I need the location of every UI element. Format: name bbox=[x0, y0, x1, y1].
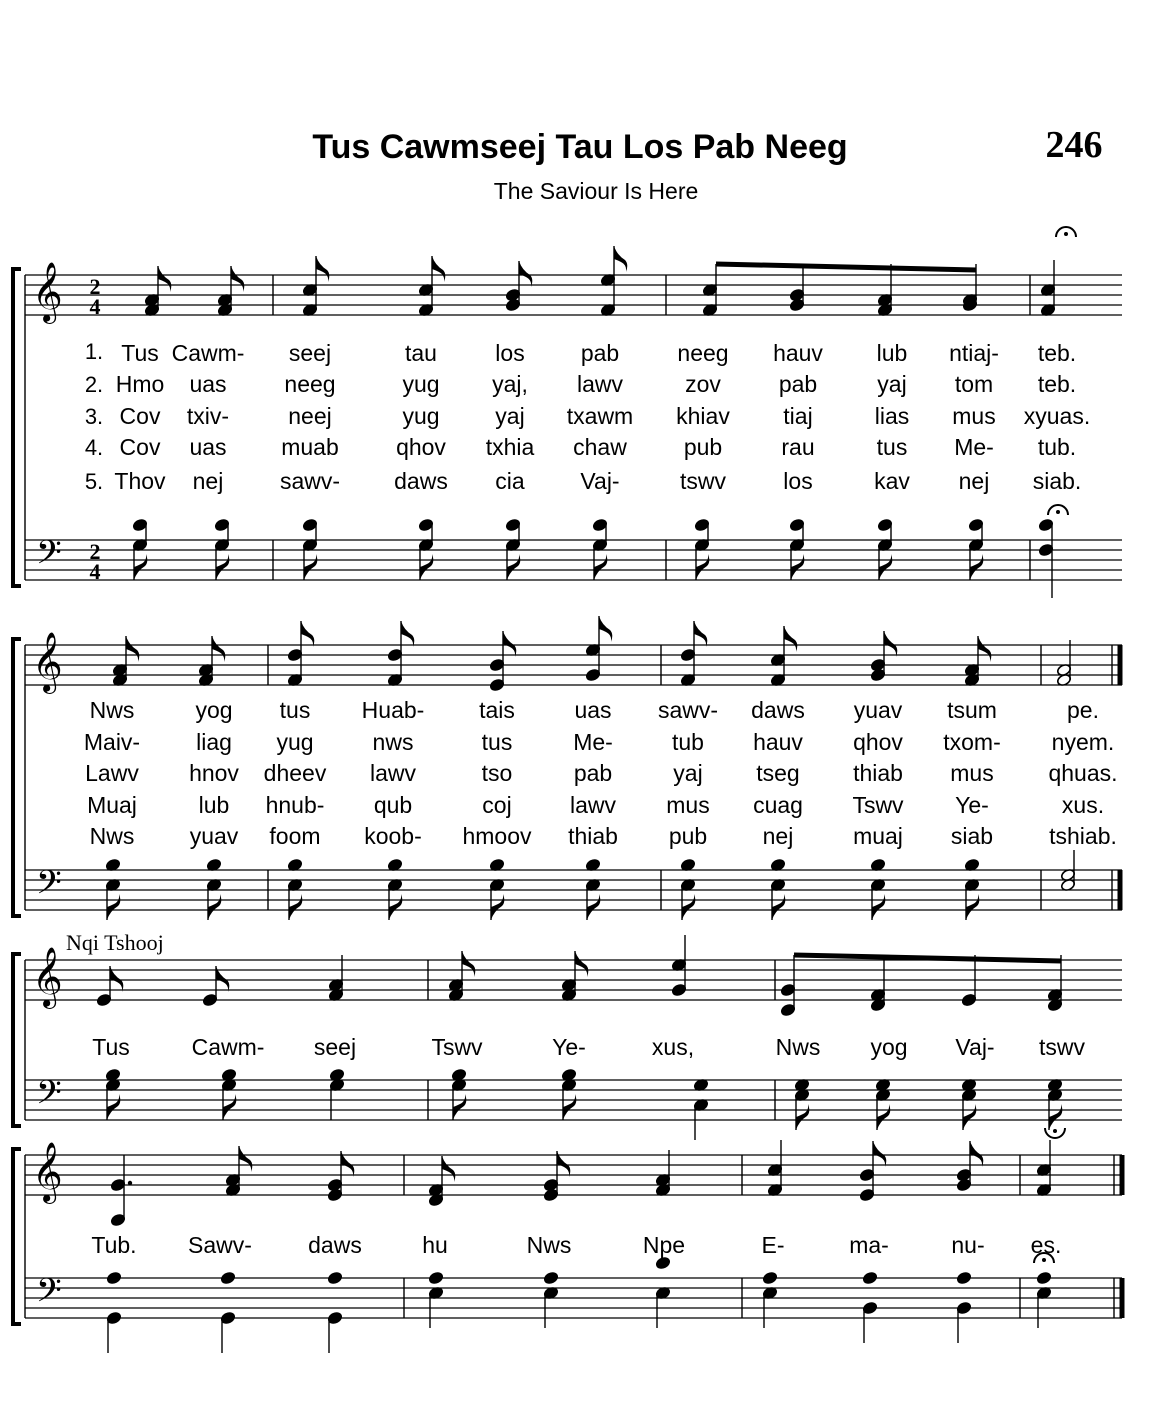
lyric-syllable: Nws bbox=[775, 1034, 821, 1060]
lyric-syllable: daws bbox=[394, 468, 448, 494]
lyric-syllable: tus bbox=[279, 697, 311, 723]
lyric-syllable: tsum bbox=[947, 697, 997, 723]
lyric-syllable: siab. bbox=[1032, 468, 1082, 494]
lyric-syllable: E- bbox=[761, 1232, 785, 1258]
note-head bbox=[428, 1271, 444, 1285]
time-signature-top: 2 bbox=[89, 274, 101, 299]
lyric-syllable: foom bbox=[269, 823, 321, 849]
note-flag bbox=[134, 554, 147, 580]
lyric-syllable: muab bbox=[281, 434, 339, 460]
lyric-syllable: yug bbox=[402, 371, 440, 397]
lyric-syllable: ma- bbox=[849, 1232, 889, 1258]
treble-clef-icon: 𝄞 bbox=[32, 1142, 63, 1202]
lyric-syllable: lub bbox=[198, 792, 230, 818]
lyric-syllable: tshiab. bbox=[1049, 823, 1117, 849]
lyric-syllable: coj bbox=[482, 792, 512, 818]
note-flag bbox=[872, 894, 885, 920]
lyric-syllable: txhia bbox=[485, 434, 535, 460]
lyric-syllable: Vaj- bbox=[955, 1034, 995, 1060]
note-flag bbox=[507, 554, 520, 580]
lyric-syllable: tub bbox=[672, 729, 704, 755]
lyric-syllable: Me- bbox=[954, 434, 994, 460]
lyric-syllable: teb. bbox=[1037, 371, 1077, 397]
lyric-syllable: Ye- bbox=[552, 1034, 586, 1060]
lyric-syllable: yaj bbox=[495, 403, 525, 429]
note-head bbox=[543, 1271, 559, 1285]
lyric-syllable: khiav bbox=[676, 403, 730, 429]
bass-clef-icon: 𝄢 bbox=[36, 1074, 62, 1120]
lyric-syllable: tseg bbox=[756, 760, 800, 786]
lyric-syllable: uas bbox=[574, 697, 612, 723]
lyric-syllable: yaj, bbox=[492, 371, 528, 397]
note-flag bbox=[389, 894, 402, 920]
note-flag bbox=[978, 636, 991, 662]
lyric-syllable: yog bbox=[870, 1034, 908, 1060]
lyric-syllable: yaj bbox=[877, 371, 907, 397]
time-signature-bottom: 4 bbox=[89, 559, 101, 584]
note-flag bbox=[575, 951, 588, 977]
lyric-syllable: uas bbox=[189, 434, 227, 460]
lyric-syllable: daws bbox=[308, 1232, 362, 1258]
note-flag bbox=[696, 554, 709, 580]
lyric-syllable: yug bbox=[402, 403, 440, 429]
lyric-syllable: chaw bbox=[573, 434, 627, 460]
lyric-syllable: hauv bbox=[773, 340, 823, 366]
lyric-syllable: nyem. bbox=[1051, 729, 1115, 755]
lyric-syllable: mus bbox=[950, 760, 994, 786]
treble-clef-icon: 𝄞 bbox=[32, 632, 63, 692]
note-flag bbox=[107, 894, 120, 920]
lyric-syllable: sawv- bbox=[657, 697, 719, 723]
note-flag bbox=[239, 1146, 252, 1172]
lyric-syllable: mus bbox=[952, 403, 996, 429]
lyric-syllable: tswv bbox=[1039, 1034, 1085, 1060]
lyric-syllable: pab bbox=[580, 340, 620, 366]
lyric-syllable: tub. bbox=[1037, 434, 1077, 460]
lyric-syllable: koob- bbox=[364, 823, 422, 849]
lyric-syllable: es. bbox=[1030, 1232, 1062, 1258]
verse-number: 3. bbox=[84, 404, 104, 429]
lyric-syllable: pe. bbox=[1067, 697, 1099, 723]
note-flag bbox=[158, 266, 171, 292]
system-bracket bbox=[13, 639, 21, 916]
lyric-syllable: pub bbox=[668, 823, 708, 849]
refrain-label: Nqi Tshooj bbox=[66, 930, 164, 955]
lyric-syllable: hmoov bbox=[462, 823, 532, 849]
bass-clef-icon: 𝄢 bbox=[36, 864, 62, 910]
lyric-syllable: lawv bbox=[569, 792, 617, 818]
lyric-syllable: Tus bbox=[92, 1034, 130, 1060]
system-bracket bbox=[13, 269, 21, 586]
hymn-number: 246 bbox=[1045, 124, 1103, 166]
fermata-dot bbox=[1064, 232, 1068, 236]
lyric-syllable: dheev bbox=[263, 760, 327, 786]
lyric-syllable: uas bbox=[189, 371, 227, 397]
verse-number: 5. bbox=[84, 469, 104, 494]
verse-number: 4. bbox=[84, 435, 104, 460]
lyric-syllable: yug bbox=[276, 729, 314, 755]
hymn-subtitle: The Saviour Is Here bbox=[493, 178, 699, 204]
lyric-syllable: pab bbox=[778, 371, 818, 397]
note-flag bbox=[884, 631, 897, 657]
fermata-dot bbox=[1042, 1258, 1046, 1262]
lyric-syllable: tus bbox=[481, 729, 513, 755]
dot bbox=[128, 1181, 132, 1185]
note-flag bbox=[682, 894, 695, 920]
lyric-syllable: Ye- bbox=[955, 792, 989, 818]
lyric-syllable: lawv bbox=[576, 371, 624, 397]
lyric-syllable: qhov bbox=[396, 434, 446, 460]
note-flag bbox=[231, 266, 244, 292]
note-flag bbox=[107, 1094, 120, 1120]
lyric-syllable: mus bbox=[666, 792, 710, 818]
note-flag bbox=[208, 894, 221, 920]
note-flag bbox=[879, 554, 892, 580]
lyric-syllable: seej bbox=[288, 340, 332, 366]
lyric-syllable: yog bbox=[195, 697, 233, 723]
bass-clef-icon: 𝄢 bbox=[36, 1272, 62, 1318]
lyric-syllable: muaj bbox=[853, 823, 903, 849]
treble-clef-icon: 𝄞 bbox=[32, 262, 63, 322]
note-flag bbox=[966, 894, 979, 920]
beam bbox=[716, 264, 976, 270]
lyric-syllable: tso bbox=[481, 760, 513, 786]
note-flag bbox=[594, 554, 607, 580]
lyric-syllable: cuag bbox=[753, 792, 803, 818]
note-flag bbox=[126, 636, 139, 662]
note-flag bbox=[772, 894, 785, 920]
lyric-syllable: qhov bbox=[853, 729, 903, 755]
lyric-syllable: txom- bbox=[943, 729, 1001, 755]
lyric-syllable: nej bbox=[192, 468, 224, 494]
verse-number: 2. bbox=[84, 372, 104, 397]
lyric-syllable: nej bbox=[958, 468, 990, 494]
lyric-syllable: daws bbox=[751, 697, 805, 723]
note-flag bbox=[289, 894, 302, 920]
fermata-dot bbox=[1056, 510, 1060, 514]
note-head bbox=[655, 1256, 671, 1270]
lyric-syllable: Tus bbox=[121, 340, 159, 366]
note-flag bbox=[791, 554, 804, 580]
system-bracket bbox=[13, 1149, 21, 1324]
note-head bbox=[956, 1271, 972, 1285]
lyric-syllable: neeg bbox=[677, 340, 729, 366]
lyric-syllable: tais bbox=[479, 697, 515, 723]
lyric-syllable: Cawm- bbox=[191, 1034, 265, 1060]
lyric-syllable: Hmo bbox=[115, 371, 165, 397]
lyric-syllable: sawv- bbox=[279, 468, 341, 494]
time-signature-top: 2 bbox=[89, 539, 101, 564]
note-flag bbox=[442, 1156, 455, 1182]
lyric-syllable: nej bbox=[762, 823, 794, 849]
lyric-syllable: nu- bbox=[951, 1232, 985, 1258]
note-flag bbox=[1049, 1104, 1062, 1130]
lyric-syllable: siab bbox=[950, 823, 994, 849]
lyric-syllable: qub bbox=[373, 792, 413, 818]
lyric-syllable: Me- bbox=[573, 729, 613, 755]
note-flag bbox=[614, 246, 627, 272]
note-flag bbox=[599, 616, 612, 642]
treble-clef-icon: 𝄞 bbox=[32, 947, 63, 1007]
note-flag bbox=[316, 256, 329, 282]
note-flag bbox=[453, 1094, 466, 1120]
lyric-syllable: tau bbox=[405, 340, 437, 366]
lyric-syllable: Lawv bbox=[85, 760, 139, 786]
note-head bbox=[106, 1271, 122, 1285]
lyric-syllable: Nws bbox=[89, 697, 135, 723]
lyric-syllable: ntiaj- bbox=[949, 340, 999, 366]
time-signature-bottom: 4 bbox=[89, 294, 101, 319]
lyric-syllable: xus. bbox=[1061, 792, 1105, 818]
lyric-syllable: tswv bbox=[680, 468, 726, 494]
note-flag bbox=[212, 636, 225, 662]
note-flag bbox=[304, 554, 317, 580]
verse-number: 1. bbox=[84, 339, 104, 364]
bass-clef-icon: 𝄢 bbox=[36, 534, 62, 580]
lyric-syllable: Npe bbox=[642, 1232, 686, 1258]
lyric-syllable: xyuas. bbox=[1023, 403, 1091, 429]
lyric-syllable: teb. bbox=[1037, 340, 1077, 366]
lyric-syllable: lias bbox=[874, 403, 910, 429]
lyric-syllable: Huab- bbox=[361, 697, 425, 723]
lyric-syllable: yuav bbox=[853, 697, 903, 723]
lyric-syllable: yuav bbox=[189, 823, 239, 849]
note-flag bbox=[223, 1094, 236, 1120]
note-flag bbox=[587, 894, 600, 920]
hymn-title: Tus Cawmseej Tau Los Pab Neeg bbox=[312, 128, 848, 166]
lyric-syllable: cia bbox=[495, 468, 525, 494]
lyric-syllable: neej bbox=[288, 403, 332, 429]
lyric-syllable: qhuas. bbox=[1048, 760, 1118, 786]
note-flag bbox=[873, 1141, 886, 1167]
lyric-syllable: tom bbox=[954, 371, 994, 397]
lyric-syllable: liag bbox=[196, 729, 232, 755]
note-flag bbox=[970, 1141, 983, 1167]
note-head bbox=[762, 1271, 778, 1285]
lyric-syllable: rau bbox=[781, 434, 815, 460]
lyric-syllable: lub bbox=[876, 340, 908, 366]
lyric-syllable: neeg bbox=[284, 371, 336, 397]
lyric-syllable: yaj bbox=[673, 760, 703, 786]
lyric-syllable: thiab bbox=[568, 823, 618, 849]
lyric-syllable: seej bbox=[313, 1034, 357, 1060]
note-head bbox=[1036, 1271, 1052, 1285]
lyric-syllable: Muaj bbox=[87, 792, 137, 818]
lyric-syllable: Tub. bbox=[91, 1232, 137, 1258]
lyric-syllable: hauv bbox=[753, 729, 803, 755]
lyric-syllable: Tswv bbox=[431, 1034, 483, 1060]
note-flag bbox=[694, 621, 707, 647]
lyric-syllable: nws bbox=[372, 729, 414, 755]
note-flag bbox=[432, 256, 445, 282]
note-flag bbox=[963, 1104, 976, 1130]
note-flag bbox=[877, 1104, 890, 1130]
lyric-syllable: txawm bbox=[566, 403, 634, 429]
lyric-syllable: Cov bbox=[119, 434, 161, 460]
note-flag bbox=[491, 894, 504, 920]
note-flag bbox=[301, 621, 314, 647]
lyric-syllable: zov bbox=[685, 371, 721, 397]
note-head bbox=[220, 1271, 236, 1285]
lyric-syllable: kav bbox=[874, 468, 910, 494]
note-flag bbox=[420, 554, 433, 580]
lyric-syllable: Nws bbox=[89, 823, 135, 849]
lyric-syllable: hu bbox=[422, 1232, 448, 1258]
note-flag bbox=[401, 621, 414, 647]
lyric-syllable: los bbox=[783, 468, 813, 494]
note-flag bbox=[784, 626, 797, 652]
lyric-syllable: lawv bbox=[369, 760, 417, 786]
system-bracket bbox=[13, 954, 21, 1126]
lyric-syllable: Maiv- bbox=[83, 729, 141, 755]
lyric-syllable: Cov bbox=[119, 403, 161, 429]
lyric-syllable: tus bbox=[876, 434, 908, 460]
note-flag bbox=[462, 951, 475, 977]
fermata-dot bbox=[1053, 1129, 1057, 1133]
lyric-syllable: hnov bbox=[189, 760, 239, 786]
note-flag bbox=[970, 554, 983, 580]
lyric-syllable: los bbox=[495, 340, 525, 366]
note-flag bbox=[503, 631, 516, 657]
note-head bbox=[862, 1271, 878, 1285]
note-flag bbox=[796, 1104, 809, 1130]
lyric-syllable: Tswv bbox=[852, 792, 904, 818]
lyric-syllable: pub bbox=[683, 434, 723, 460]
lyric-syllable: xus, bbox=[651, 1034, 695, 1060]
lyric-syllable: Sawv- bbox=[188, 1232, 252, 1258]
lyric-syllable: Cawm- bbox=[171, 340, 245, 366]
note-head bbox=[327, 1271, 343, 1285]
lyric-syllable: txiv- bbox=[186, 403, 230, 429]
lyric-syllable: hnub- bbox=[265, 792, 325, 818]
lyric-syllable: thiab bbox=[853, 760, 903, 786]
note-flag bbox=[519, 261, 532, 287]
lyric-syllable: Thov bbox=[114, 468, 166, 494]
note-flag bbox=[216, 554, 229, 580]
lyric-syllable: tiaj bbox=[783, 403, 813, 429]
lyric-syllable: Vaj- bbox=[580, 468, 620, 494]
lyric-syllable: Nws bbox=[526, 1232, 572, 1258]
note-flag bbox=[563, 1094, 576, 1120]
lyric-syllable: pab bbox=[573, 760, 613, 786]
